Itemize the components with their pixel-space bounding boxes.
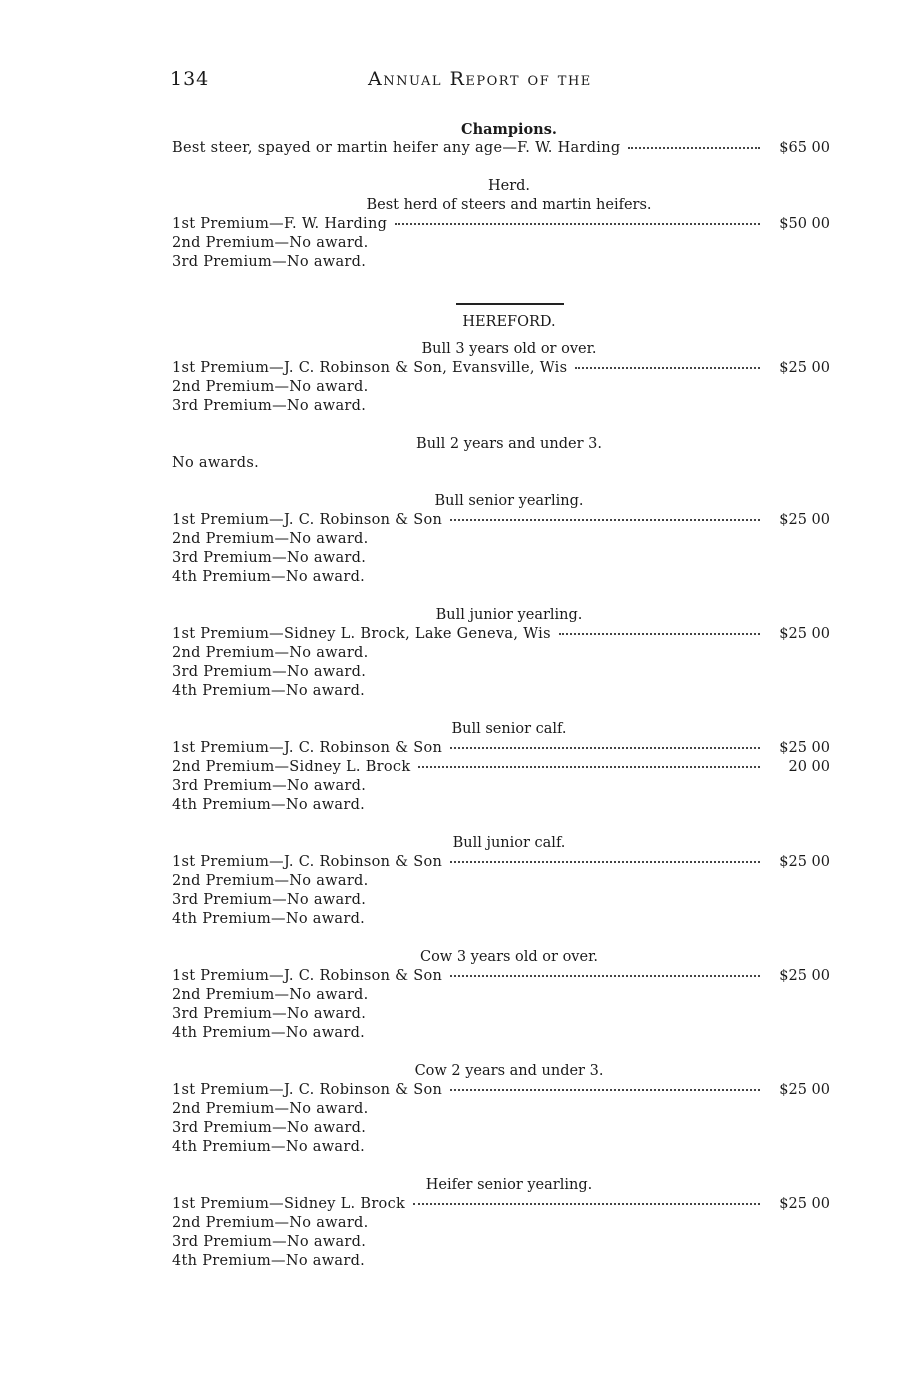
premium-text: 4th Premium—No award. xyxy=(172,683,366,699)
premium-entry xyxy=(172,682,830,701)
premium-entry xyxy=(172,853,830,872)
dot-leader xyxy=(575,366,760,369)
dot-leader xyxy=(450,1088,760,1091)
premium-text: 1st Premium—J. C. Robinson & Son xyxy=(172,512,443,528)
class-heading: Cow 2 years and under 3. xyxy=(414,1063,604,1079)
premium-text: 3rd Premium—No award. xyxy=(172,664,367,680)
premium-entry xyxy=(172,910,830,929)
premium-entry xyxy=(172,568,830,587)
award-section-champions xyxy=(172,120,830,158)
premium-text: 3rd Premium—No award. xyxy=(172,1120,367,1136)
premium-text: 1st Premium—J. C. Robinson & Son, Evansville, Wis xyxy=(172,360,568,376)
premium-entry xyxy=(172,139,830,158)
class-heading: Bull junior yearling. xyxy=(435,607,583,623)
premium-entry xyxy=(172,359,830,378)
premium-text: 1st Premium—J. C. Robinson & Son xyxy=(172,854,443,870)
award-section-heifer-senior-yearling xyxy=(172,1176,830,1271)
dot-leader xyxy=(628,146,760,149)
running-head xyxy=(170,68,828,96)
report-title: Annual Report of the xyxy=(368,68,592,90)
premium-text: 2nd Premium—No award. xyxy=(172,235,369,251)
premium-text: 3rd Premium—No award. xyxy=(172,892,367,908)
premium-text: 4th Premium—No award. xyxy=(172,1253,366,1269)
premium-entry xyxy=(172,663,830,682)
dot-leader xyxy=(413,1202,760,1205)
dot-leader xyxy=(559,632,760,635)
award-section-cow-2-years xyxy=(172,1062,830,1157)
premium-list xyxy=(172,120,830,1271)
award-section-bull-senior-yearling xyxy=(172,492,830,587)
award-section-hereford xyxy=(172,303,830,416)
premium-entry xyxy=(172,1024,830,1043)
premium-text: 1st Premium—J. C. Robinson & Son xyxy=(172,1082,443,1098)
dot-leader xyxy=(395,222,760,225)
premium-text: 3rd Premium—No award. xyxy=(172,398,367,414)
premium-amount: $25 00 xyxy=(779,626,830,642)
dot-leader xyxy=(418,765,760,768)
premium-text: 2nd Premium—No award. xyxy=(172,531,369,547)
dot-leader xyxy=(450,860,760,863)
premium-text: Best steer, spayed or martin heifer any age—F. W. Harding xyxy=(172,140,621,156)
premium-text: 2nd Premium—No award. xyxy=(172,873,369,889)
premium-entry xyxy=(172,967,830,986)
premium-entry xyxy=(172,758,830,777)
premium-entry xyxy=(172,1195,830,1214)
premium-entry xyxy=(172,1081,830,1100)
premium-entry xyxy=(172,1138,830,1157)
premium-text: 4th Premium—No award. xyxy=(172,569,366,585)
premium-text: 4th Premium—No award. xyxy=(172,1139,366,1155)
dot-leader xyxy=(450,974,760,977)
premium-amount: $65 00 xyxy=(779,140,830,156)
premium-entry xyxy=(172,625,830,644)
premium-entry xyxy=(172,1214,830,1233)
class-heading: Bull senior calf. xyxy=(451,721,567,737)
premium-text: 4th Premium—No award. xyxy=(172,797,366,813)
award-section-bull-junior-yearling xyxy=(172,606,830,701)
premium-text: 1st Premium—Sidney L. Brock xyxy=(172,1196,406,1212)
premium-entry xyxy=(172,1005,830,1024)
premium-text: 2nd Premium—No award. xyxy=(172,645,369,661)
premium-entry xyxy=(172,549,830,568)
premium-text: 2nd Premium—No award. xyxy=(172,987,369,1003)
premium-entry xyxy=(172,530,830,549)
premium-text: No awards. xyxy=(172,455,259,471)
premium-entry xyxy=(172,511,830,530)
award-section-bull-2-years xyxy=(172,435,830,473)
award-section-bull-senior-calf xyxy=(172,720,830,815)
premium-entry xyxy=(172,1252,830,1271)
premium-entry xyxy=(172,397,830,416)
class-heading: Bull 3 years old or over. xyxy=(421,341,597,357)
premium-text: 2nd Premium—No award. xyxy=(172,379,369,395)
class-heading: Bull 2 years and under 3. xyxy=(416,436,602,452)
breed-heading: HEREFORD. xyxy=(462,314,556,330)
premium-amount: $25 00 xyxy=(779,360,830,376)
premium-text: 3rd Premium—No award. xyxy=(172,550,367,566)
premium-text: 4th Premium—No award. xyxy=(172,911,366,927)
class-heading: Cow 3 years old or over. xyxy=(419,949,599,965)
class-heading: Heifer senior yearling. xyxy=(425,1177,593,1193)
premium-amount: $50 00 xyxy=(779,216,830,232)
premium-text: 3rd Premium—No award. xyxy=(172,254,367,270)
premium-text: 2nd Premium—Sidney L. Brock xyxy=(172,759,411,775)
premium-entry xyxy=(172,378,830,397)
premium-text: 3rd Premium—No award. xyxy=(172,778,367,794)
premium-entry xyxy=(172,777,830,796)
premium-entry xyxy=(172,454,830,473)
premium-text: 3rd Premium—No award. xyxy=(172,1234,367,1250)
premium-entry xyxy=(172,215,830,234)
premium-amount: $25 00 xyxy=(779,1196,830,1212)
premium-entry xyxy=(172,644,830,663)
premium-entry xyxy=(172,234,830,253)
premium-entry xyxy=(172,739,830,758)
premium-text: 1st Premium—J. C. Robinson & Son xyxy=(172,968,443,984)
award-section-cow-3-years xyxy=(172,948,830,1043)
section-divider xyxy=(456,303,564,305)
page-number: 134 xyxy=(170,68,210,90)
premium-amount: $25 00 xyxy=(779,512,830,528)
premium-amount: $25 00 xyxy=(779,1082,830,1098)
premium-text: 2nd Premium—No award. xyxy=(172,1215,369,1231)
class-heading: Champions. xyxy=(461,121,557,138)
premium-entry xyxy=(172,986,830,1005)
premium-entry xyxy=(172,891,830,910)
premium-entry xyxy=(172,872,830,891)
class-heading: Herd. xyxy=(487,178,531,194)
premium-amount: $25 00 xyxy=(779,968,830,984)
premium-amount: $25 00 xyxy=(779,854,830,870)
premium-amount: $25 00 xyxy=(779,740,830,756)
premium-text: 3rd Premium—No award. xyxy=(172,1006,367,1022)
dot-leader xyxy=(450,518,760,521)
class-heading: Bull senior yearling. xyxy=(434,493,584,509)
premium-amount: 20 00 xyxy=(788,759,830,775)
dot-leader xyxy=(450,746,760,749)
premium-text: 2nd Premium—No award. xyxy=(172,1101,369,1117)
premium-entry xyxy=(172,1119,830,1138)
premium-entry xyxy=(172,253,830,272)
award-section-bull-junior-calf xyxy=(172,834,830,929)
premium-text: 1st Premium—J. C. Robinson & Son xyxy=(172,740,443,756)
premium-entry xyxy=(172,1100,830,1119)
premium-text: 1st Premium—F. W. Harding xyxy=(172,216,388,232)
award-section-herd xyxy=(172,177,830,272)
class-heading: Bull junior calf. xyxy=(452,835,566,851)
class-heading: Best herd of steers and martin heifers. xyxy=(366,197,652,213)
premium-text: 4th Premium—No award. xyxy=(172,1025,366,1041)
premium-entry xyxy=(172,796,830,815)
premium-text: 1st Premium—Sidney L. Brock, Lake Geneva, Wis xyxy=(172,626,551,642)
premium-entry xyxy=(172,1233,830,1252)
